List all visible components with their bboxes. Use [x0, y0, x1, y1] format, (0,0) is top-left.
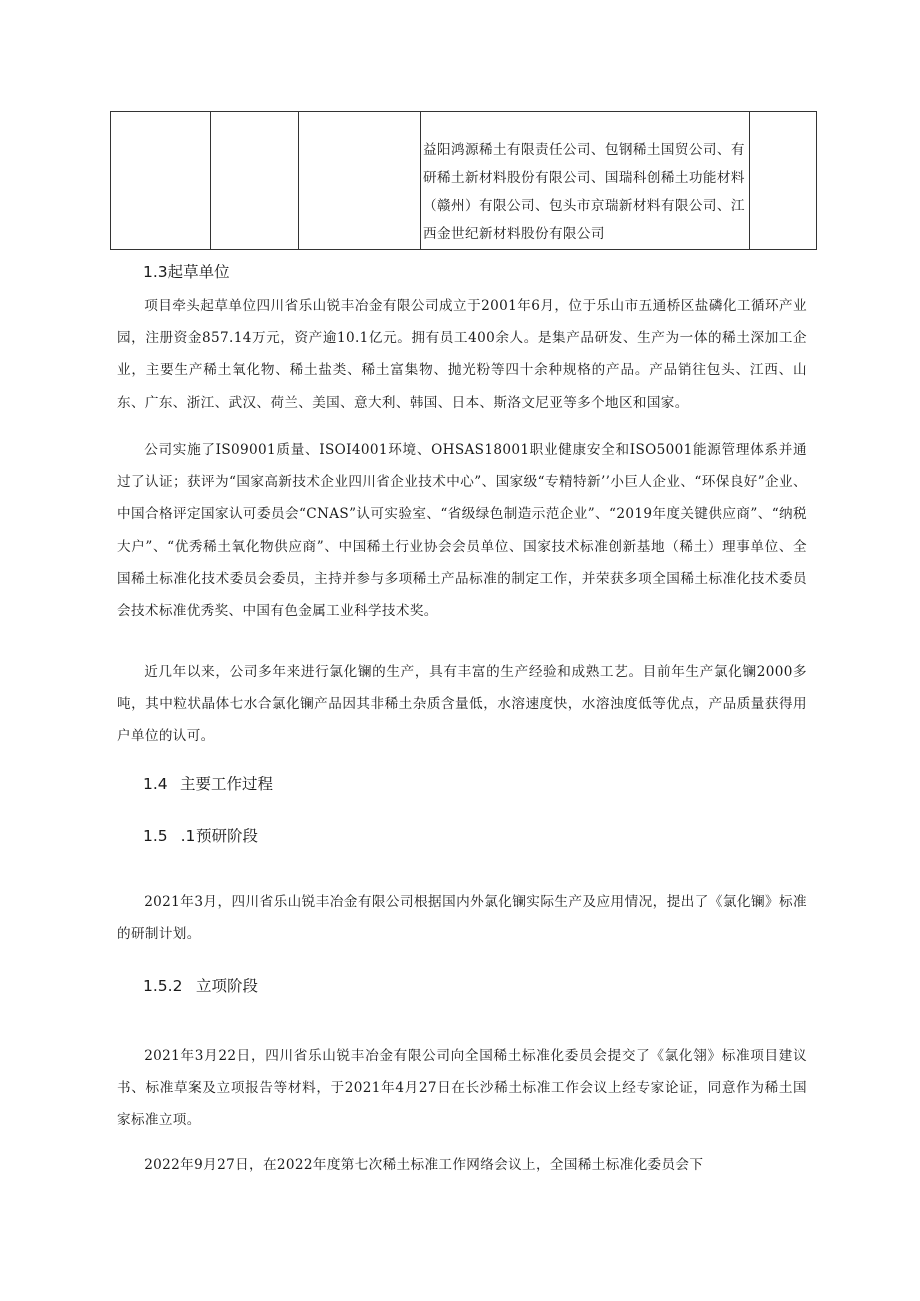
section-number: 1.5 .1: [143, 827, 196, 845]
paragraph-company-intro: 项目牵头起草单位四川省乐山锐丰冶金有限公司成立于2001年6月，位于乐山市五通桥区盐磷化工循环产业园，注册资金857.14万元，资产逾10.1亿元。拥有员工400余人。是集产品研发、生产为一体的稀土深加工企业，主要生产稀土氧化物、稀土盐类、稀土富集物、抛光粉等四十余种规格的产品。产品销往包头、江西、山东、广东、浙江、武汉、荷兰、美国、意大利、韩国、日本、斯洛文尼亚等多个地区和国家。: [117, 298, 807, 411]
paragraph-project-approval: 2021年3月22日，四川省乐山锐丰冶金有限公司向全国稀土标准化委员会提交了《氯化翎》标准项目建议书、标准草案及立项报告等材料，于2021年4月27日在长沙稀土标准工作会议上经专家论证，同意作为稀土国家标准立项。: [117, 1048, 807, 1129]
table-row: [111, 112, 817, 250]
paragraph-network-meeting: 2022年9月27日，在2022年度第七次稀土标准工作网络会议上，全国稀土标准化委员会下: [144, 1157, 704, 1173]
participant-units-cell: [421, 112, 750, 250]
table-cell: [299, 112, 421, 250]
participant-table: [110, 111, 817, 250]
section-title: 预研阶段: [196, 827, 259, 845]
section-number: 1.3: [143, 263, 168, 281]
paragraph-pre-research: 2021年3月，四川省乐山锐丰冶金有限公司根据国内外氯化镧实际生产及应用情况，提出了《氯化镧》标准的研制计划。: [117, 894, 807, 943]
section-title: 起草单位: [167, 263, 230, 281]
table-cell: [211, 112, 299, 250]
section-heading-1-5-1: [143, 824, 258, 846]
section-heading-1-5-2: [143, 974, 258, 996]
section-title: 主要工作过程: [180, 775, 274, 793]
paragraph-certifications: 公司实施了IS09001质量、ISOI4001环境、OHSAS18001职业健康安全和ISO5001能源管理体系并通过了认证；获评为“国家高新技术企业四川省企业技术中心”、国家级“专精特新’’小巨人企业、“环保良好”企业、中国合格评定国家认可委员会“CNAS”认可实验室、“省级绿色制造示范企业”、“2019年度关键供应商”、“纳税大户”、“优秀稀土氧化物供应商”、中国稀土行业协会会员单位、国家技术标准创新基地（稀土）理事单位、全国稀土标准化技术委员会委员，主持并参与多项稀土产品标准的制定工作，并荣获多项全国稀土标准化技术委员会技术标准优秀奖、中国有色金属工业科学技术奖。: [117, 442, 807, 620]
section-heading-1-4: [143, 772, 273, 794]
table-cell: [750, 112, 817, 250]
section-number: 1.4: [143, 775, 168, 793]
participant-units-text: 益阳鸿源稀土有限责任公司、包钢稀土国贸公司、有研稀土新材料股份有限公司、国瑞科创稀土功能材料（赣州）有限公司、包头市京瑞新材料有限公司、江西金世纪新材料股份有限公司: [423, 142, 745, 242]
section-number: 1.5.2: [143, 977, 183, 995]
section-title: 立项阶段: [196, 977, 259, 995]
section-heading-1-3: [143, 260, 230, 282]
table-cell: [111, 112, 211, 250]
paragraph-production: 近几年以来，公司多年来进行氯化镧的生产，具有丰富的生产经验和成熟工艺。目前年生产氯化镧2000多吨，其中粒状晶体七水合氯化镧产品因其非稀土杂质含量低，水溶速度快，水溶浊度低等优点，产品质量获得用户单位的认可。: [117, 664, 807, 745]
